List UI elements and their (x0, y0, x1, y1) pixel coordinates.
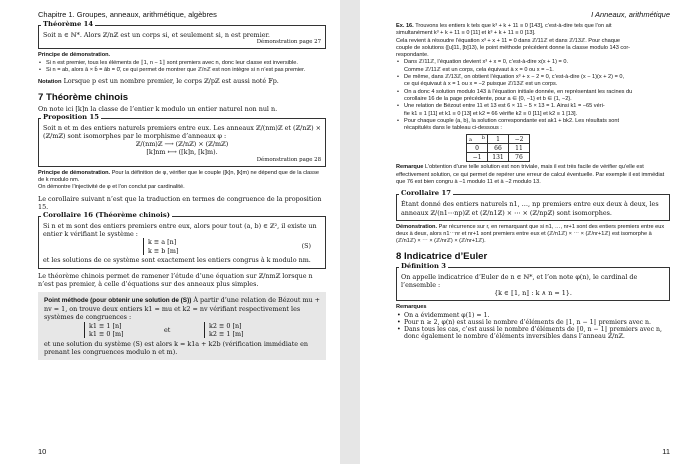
example-16-line-5: respondante. (396, 52, 429, 59)
corollaire-17-title: Corollaire 17 (401, 189, 451, 198)
point-methode-title: Point méthode (pour obtenir une solution de (S)) (44, 297, 192, 305)
point-methode-box (38, 292, 326, 360)
table-cell: 76 (509, 153, 530, 162)
principe-2-text: Pour la définition de φ, vérifier que le couple ([k]n, [k]m) ne dépend que de la classe de k modulo nm. (38, 169, 319, 184)
corollaire-intro: Le corollaire suivant n’est que la traduction en termes de congruence de la proposition 15. (38, 194, 322, 211)
corollaire-16-after: et les solutions de ce système sont exactement les entiers congrus à k modulo nm. (43, 256, 311, 265)
demo-17-label: Démonstration. (396, 223, 438, 230)
example-16-bullet-3: • On a donc 4 solution modulo 143 à l’équation initiale donnée, en représentant les racines du (396, 89, 670, 96)
remarques-bullet-3: • Dans tous les cas, c’est aussi le nombre d’éléments de ⟦0, n − 1⟧ premiers avec n, (396, 326, 670, 333)
table-row-2-head: −1 (467, 153, 488, 162)
system-s-line-2: k ≡ b [m] (148, 246, 179, 255)
remarques-bullet-3b: donc également le nombre d’éléments inversibles dans l’anneau ℤ/nℤ. (404, 333, 625, 341)
principe-1-bullet-1: • Si n est premier, tous les éléments de ⟦1, n − 1⟧ sont premiers avec n, donc leur classe est inversible. (38, 60, 326, 67)
remarque-text: L’obtention d’une telle solution est non triviale, mais il est très facile de vérifier qu’elle est effectivement solution, ce qui permet de repérer une erreur de calcul éventuelle. Par exemple il est immédiat que 76 est bien congru à −1 modulo 11 et à −2 modulo 13. (396, 164, 665, 186)
table-row (467, 144, 530, 153)
remarques-label: Remarques (396, 304, 427, 311)
section-7-intro: On note ici [k]n la classe de l’entier k modulo un entier naturel non nul n. (38, 104, 278, 113)
notation-text: Lorsque p est un nombre premier, le corps ℤ/pℤ est aussi noté 𝔽p. (63, 77, 279, 86)
point-methode-text: À partir d’une relation de Bézout mu + nv = 1, on trouve deux entiers k1 = mu et k2 = nv vérifiant respectivement les systèmes de congruences : (44, 296, 321, 322)
section-8-title: 8 Indicatrice d’Euler (396, 250, 488, 262)
theorem-14-box (38, 20, 326, 49)
theorem-14-title: Théorème 14 (43, 20, 94, 28)
table-col-2: −2 (509, 135, 530, 144)
table-header-a: a (469, 137, 472, 144)
proposition-15-text: Soit n et m des entiers naturels premiers entre eux. Les anneaux ℤ/(nm)ℤ et (ℤ/nℤ) × (ℤ/mℤ) sont isomorphes par le morphisme d’anneaux φ : (43, 123, 321, 140)
example-16-bullet-2b: ce qui équivaut à x = 1 ou x = −2 puisque ℤ/13ℤ est un corps. (404, 81, 558, 88)
proposition-15-box (38, 112, 326, 167)
remarques-bullet-2: • Pour n ≥ 2, φ(n) est aussi le nombre d’éléments de ⟦1, n − 1⟧ premiers avec n. (396, 319, 670, 326)
theorem-14-text: Soit n ∈ ℕ*. Alors ℤ/nℤ est un corps si, et seulement si, n est premier. (43, 31, 270, 39)
corollaire-16-text: Si n et m sont des entiers premiers entre eux, alors pour tout (a, b) ∈ ℤ², il existe un entier k vérifiant le système : (43, 222, 317, 239)
system-k2-line-2: k2 ≡ 1 [m] (209, 329, 244, 338)
principe-1-bullet-2: • Si n = ab, alors ā × b̄ = āb = 0̄, ce qui permet de montrer que ℤ/nℤ est non intègre si n n’est pas premier. (38, 67, 326, 74)
system-k1-line-2: k1 ≡ 0 [m] (89, 329, 124, 338)
corollaire-17-text: Étant donné des entiers naturels n1, …, np premiers entre eux deux à deux, les anneaux ℤ/(n1⋯np)ℤ et (ℤ/n1ℤ) × ⋯ × (ℤ/npℤ) sont isomorphes. (401, 200, 659, 217)
left-running-header: Chapitre 1. Groupes, anneaux, arithmétique, algèbres (38, 10, 217, 19)
corollaire-16-title: Corollaire 16 (Théorème chinois) (43, 211, 170, 220)
table-header-b: b (481, 135, 485, 142)
left-page (0, 0, 340, 464)
right-running-header: I Anneaux, arithmétique (591, 10, 670, 19)
example-16-line-2: simultanément k³ + k + 11 ≡ 0 [11] et k³ + k + 11 ≡ 0 [13]. (396, 30, 536, 37)
table-cell: 11 (509, 144, 530, 153)
system-s-line-1: k ≡ a [n] (148, 238, 177, 247)
system-k1-line-1: k1 ≡ 1 [n] (89, 321, 122, 330)
principe-2-label: Principe de démonstration. (38, 169, 111, 176)
section-7-title: 7 Théorème chinois (38, 91, 129, 103)
proposition-15-map-line-1: ℤ/(nm)ℤ ⟶ (ℤ/nℤ) × (ℤ/mℤ) (135, 140, 229, 149)
proposition-15-demo-ref[interactable]: Démonstration page 28 (256, 156, 321, 163)
definition-box (396, 261, 670, 302)
definition-text: On appelle indicatrice d’Euler de n ∈ ℕ*, et l’on note φ(n), le cardinal de l’ensemble : (401, 272, 638, 289)
system-k2-line-1: k2 ≡ 0 [n] (209, 321, 242, 330)
corollaire-17-box (396, 189, 670, 220)
corollaire-16-box (38, 211, 326, 269)
definition-set: {k ∈ ⟦1, n⟧ : k ∧ n = 1}. (494, 289, 572, 298)
table-corner-cell (467, 135, 488, 144)
example-16-line-3: Cela revient à résoudre l’équation x³ + x + 11 = 0 dans ℤ/11ℤ et dans ℤ/13ℤ. Pour chaque (396, 37, 621, 44)
example-16-bullet-5: • Pour chaque couple (a, b), la solution correspondante est ak1 + bk2. Les résultats sont (396, 118, 670, 125)
remarques-bullet-1: • On a évidemment φ(1) = 1. (396, 312, 670, 319)
proposition-15-map-line-2: [k]nm ⟼ ([k]n, [k]m). (146, 148, 218, 157)
table-row (467, 135, 530, 144)
table-cell: 131 (488, 153, 509, 162)
example-16-bullet-1b: Comme ℤ/11ℤ est un corps, cela équivaut à x = 0 ou x = −1. (404, 66, 554, 73)
page-gutter (340, 0, 360, 464)
remarque-label: Remarque (396, 164, 424, 171)
principe-1-label: Principe de démonstration. (38, 52, 111, 59)
solutions-table (466, 134, 530, 162)
principe-2-text-2: On démontre l’injectivité de φ et l’on conclut par cardinalité. (38, 184, 185, 191)
example-16-line-4: couple de solutions ([u]11, [b]13), le point méthode précédent donne la classe modulo 143 cor- (396, 44, 631, 51)
example-16-bullet-5b: récapitulés dans le tableau ci-dessous : (404, 125, 502, 132)
left-page-number: 10 (38, 447, 47, 456)
table-row-1-head: 0 (467, 144, 488, 153)
example-16-bullet-3b: corollaire 16 de la page précédente, pour a ∈ {0, −1} et b ∈ {1, −2}. (404, 95, 572, 102)
example-16-line-1: Trouvons les entiers k tels que k³ + k + 11 ≡ 0 [143], c’est-à-dire tels que l’on ait (415, 23, 612, 29)
system-connector: et (164, 325, 171, 334)
right-page (360, 0, 700, 464)
definition-title: Définition 3 (401, 261, 446, 270)
proposition-15-title: Proposition 15 (43, 112, 99, 121)
reduction-paragraph: Le théorème chinois permet de ramener l’étude d’une équation sur ℤ/nmℤ lorsque n n’est pas premier, à celle d’équations sur des anneaux plus simples. (38, 271, 313, 288)
example-16-bullet-4: • Une relation de Bézout entre 11 et 13 est 6 × 11 − 5 × 13 = 1. Ainsi k1 = −65 véri- (396, 103, 670, 110)
right-page-number: 11 (662, 447, 670, 456)
example-16-bullet-1: • Dans ℤ/11ℤ, l’équation devient x³ + x = 0, c’est-à-dire x(x + 1) = 0. (396, 59, 670, 66)
table-cell: 66 (488, 144, 509, 153)
system-s-tag: (S) (301, 242, 311, 251)
example-16-label: Ex. 16. (396, 23, 414, 29)
table-col-1: 1 (488, 135, 509, 144)
point-methode-end: et une solution du système (S) est alors k = k1a + k2b (vérification immédiate en prenant les congruences modulo n et m). (44, 339, 309, 356)
example-16-bullet-4b: fie k1 ≡ 1 [11] et k1 ≡ 0 [13] et k2 = 66 vérifie k2 ≡ 0 [11] et k2 ≡ 1 [13]. (404, 110, 578, 117)
table-row (467, 153, 530, 162)
demo-17-text: Par récurrence sur r, en remarquant que si n1, …, nr+1 sont des entiers premiers entre eux deux à deux, alors n1⋯nr et nr+1 sont premiers entre eux et (ℤ/n1ℤ) × ⋯ × (ℤ/nr+1ℤ) est isomorphe à (ℤ/n1ℤ) × ⋯ × (ℤ/nrℤ) × (ℤ/nr+1ℤ). (396, 223, 665, 245)
notation-label: Notation (38, 79, 62, 86)
theorem-14-demo-ref[interactable]: Démonstration page 27 (256, 39, 321, 46)
example-16-bullet-2: • De même, dans ℤ/13ℤ, on obtient l’équation x³ + x − 2 = 0, c’est-à-dire (x − 1)(x + 2) = 0, (396, 74, 670, 81)
